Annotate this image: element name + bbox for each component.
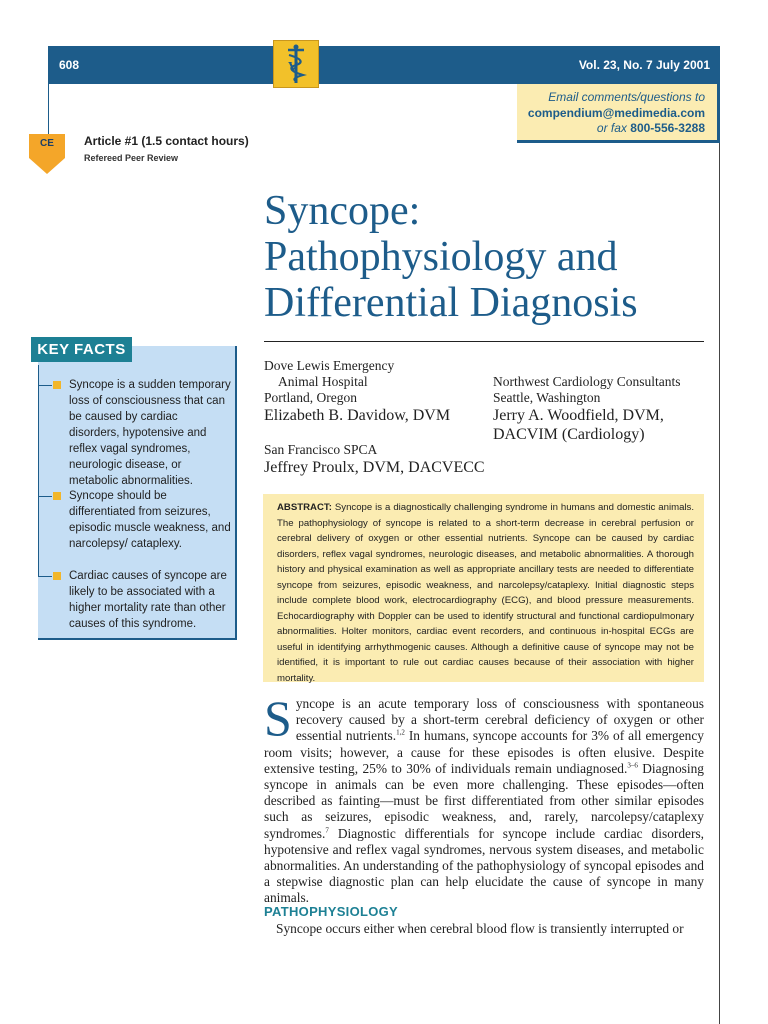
citation: 3–6	[627, 761, 638, 770]
citation: 7	[325, 826, 329, 835]
drop-cap: S	[264, 690, 292, 746]
body-text: Diagnosing syncope in animals can be even more challenging. These episodes—often described as fainting—must be first differentiated from other similar episodes such as seizures, episodic weakness, and, rarely, narcolepsy/cataplexy syndromes.	[264, 760, 704, 841]
svg-text:V: V	[288, 60, 299, 75]
title-line-3: Differential Diagnosis	[264, 280, 638, 326]
body-text: yncope is an acute temporary loss of consciousness with spontaneous recovery caused by a short-term cerebral deficiency of oxygen or other essential nutrients.	[295, 696, 704, 744]
title-line-2: Pathophysiology and	[264, 234, 618, 280]
key-fact-item: Cardiac causes of syncope are likely to be associated with a higher mortality rate than other causes of this syndrome.	[69, 570, 227, 630]
author-3-credential: DACVIM (Cardiology)	[493, 426, 645, 443]
citation: 1,2	[396, 728, 405, 737]
author-block-2	[264, 442, 485, 477]
contact-box	[517, 84, 720, 143]
bullet-square-icon	[53, 492, 61, 500]
volume-info: Vol. 23, No. 7 July 2001	[578, 58, 710, 72]
author-3-affiliation: Northwest Cardiology Consultants	[493, 374, 681, 389]
fax-number: 800-556-3288	[630, 121, 705, 135]
article-title	[264, 188, 714, 326]
body-paragraph-2: Syncope occurs either when cerebral blood flow is transiently interrupted or	[276, 921, 684, 936]
author-3-location: Seattle, Washington	[493, 390, 601, 405]
title-divider	[264, 341, 704, 342]
contact-email-link[interactable]: compendium@medimedia.com	[527, 105, 705, 120]
key-fact-tick	[38, 576, 52, 577]
key-fact-tick	[38, 385, 52, 386]
body-text: Diagnostic differentials for syncope include cardiac disorders, hypotensive and reflex vagal syndromes, nervous system diseases, and metabolic abnormalities. An understanding of the pathophysiology of syncopal episodes and a stepwise diagnostic plan can help elucidate the cause of syncope in many animals.	[264, 825, 704, 906]
author-1-name: Elizabeth B. Davidow, DVM	[264, 407, 451, 424]
abstract-label: ABSTRACT:	[277, 502, 332, 513]
bullet-square-icon	[53, 381, 61, 389]
author-1-location: Portland, Oregon	[264, 390, 357, 405]
body-paragraph-1	[264, 690, 704, 907]
section-heading: PATHOPHYSIOLOGY	[264, 904, 399, 919]
review-label: Refereed Peer Review	[84, 153, 179, 163]
author-1-affiliation: Dove Lewis Emergency	[264, 358, 395, 373]
abstract-text: Syncope is a diagnostically challenging syndrome in humans and domestic animals. The pathophysiology of syncope is related to a short-term decrease in cerebral perfusion or cerebral delivery of oxygen or other essential nutrients. Syncope can be caused by cardiac disorders, reflex vagal syndromes, neurologic diseases, and metabolic abnormalities. A thorough history and physical examination as well as appropriate ancillary tests are needed to differentiate syncope from seizures, episodic weakness, and narcolepsy/cataplexy. Initial diagnostic steps include complete blood work, electrocardiography (ECG), and blood pressure measurements. Echocardiography with Doppler can be used to identify structural and functional cardiopulmonary abnormalities. Holter monitors, cardiac event recorders, and continuous in-hospital ECGs are useful in identifying arrhythmogenic causes. Although a definitive cause of syncope may not be identified, it is important to rule out cardiac causes because of their association with higher mortality.	[277, 502, 695, 684]
title-line-1: Syncope:	[264, 188, 421, 234]
key-facts-connector	[38, 365, 39, 577]
key-fact-item: Syncope should be differentiated from seizures, episodic muscle weakness, and narcolepsy/ cataplexy.	[69, 490, 231, 550]
right-rule	[719, 84, 720, 1024]
author-2-name: Jeffrey Proulx, DVM, DACVECC	[264, 459, 485, 476]
author-2-affiliation: San Francisco SPCA	[264, 442, 378, 457]
body-text: In humans, syncope accounts for 3% of all emergency room visits; however, a cause for these episodes is often elusive. Despite extensive testing, 25% to 30% of individuals remain undiagnosed.	[264, 728, 704, 776]
author-block-1	[264, 358, 450, 425]
author-1-affiliation-2: Animal Hospital	[278, 374, 368, 389]
fax-prefix: or fax	[596, 121, 627, 135]
key-facts-heading: KEY FACTS	[31, 337, 132, 362]
page-number: 608	[59, 58, 80, 72]
author-3-name: Jerry A. Woodfield, DVM,	[493, 407, 664, 424]
key-fact-item: Syncope is a sudden temporary loss of consciousness that can be caused by cardiac disorders, hypotensive and reflex vagal syndromes, neurologic disease, or metabolic abnormalities.	[69, 379, 231, 487]
ce-badge: CE	[29, 134, 65, 158]
ce-badge-arrow-icon	[29, 158, 65, 174]
author-block-3	[493, 374, 681, 444]
key-fact-tick	[38, 496, 52, 497]
contact-intro: Email comments/questions to	[548, 90, 705, 104]
bullet-square-icon	[53, 572, 61, 580]
caduceus-logo-icon	[273, 40, 319, 88]
article-label: Article #1 (1.5 contact hours)	[84, 134, 249, 148]
abstract-box	[263, 494, 704, 682]
